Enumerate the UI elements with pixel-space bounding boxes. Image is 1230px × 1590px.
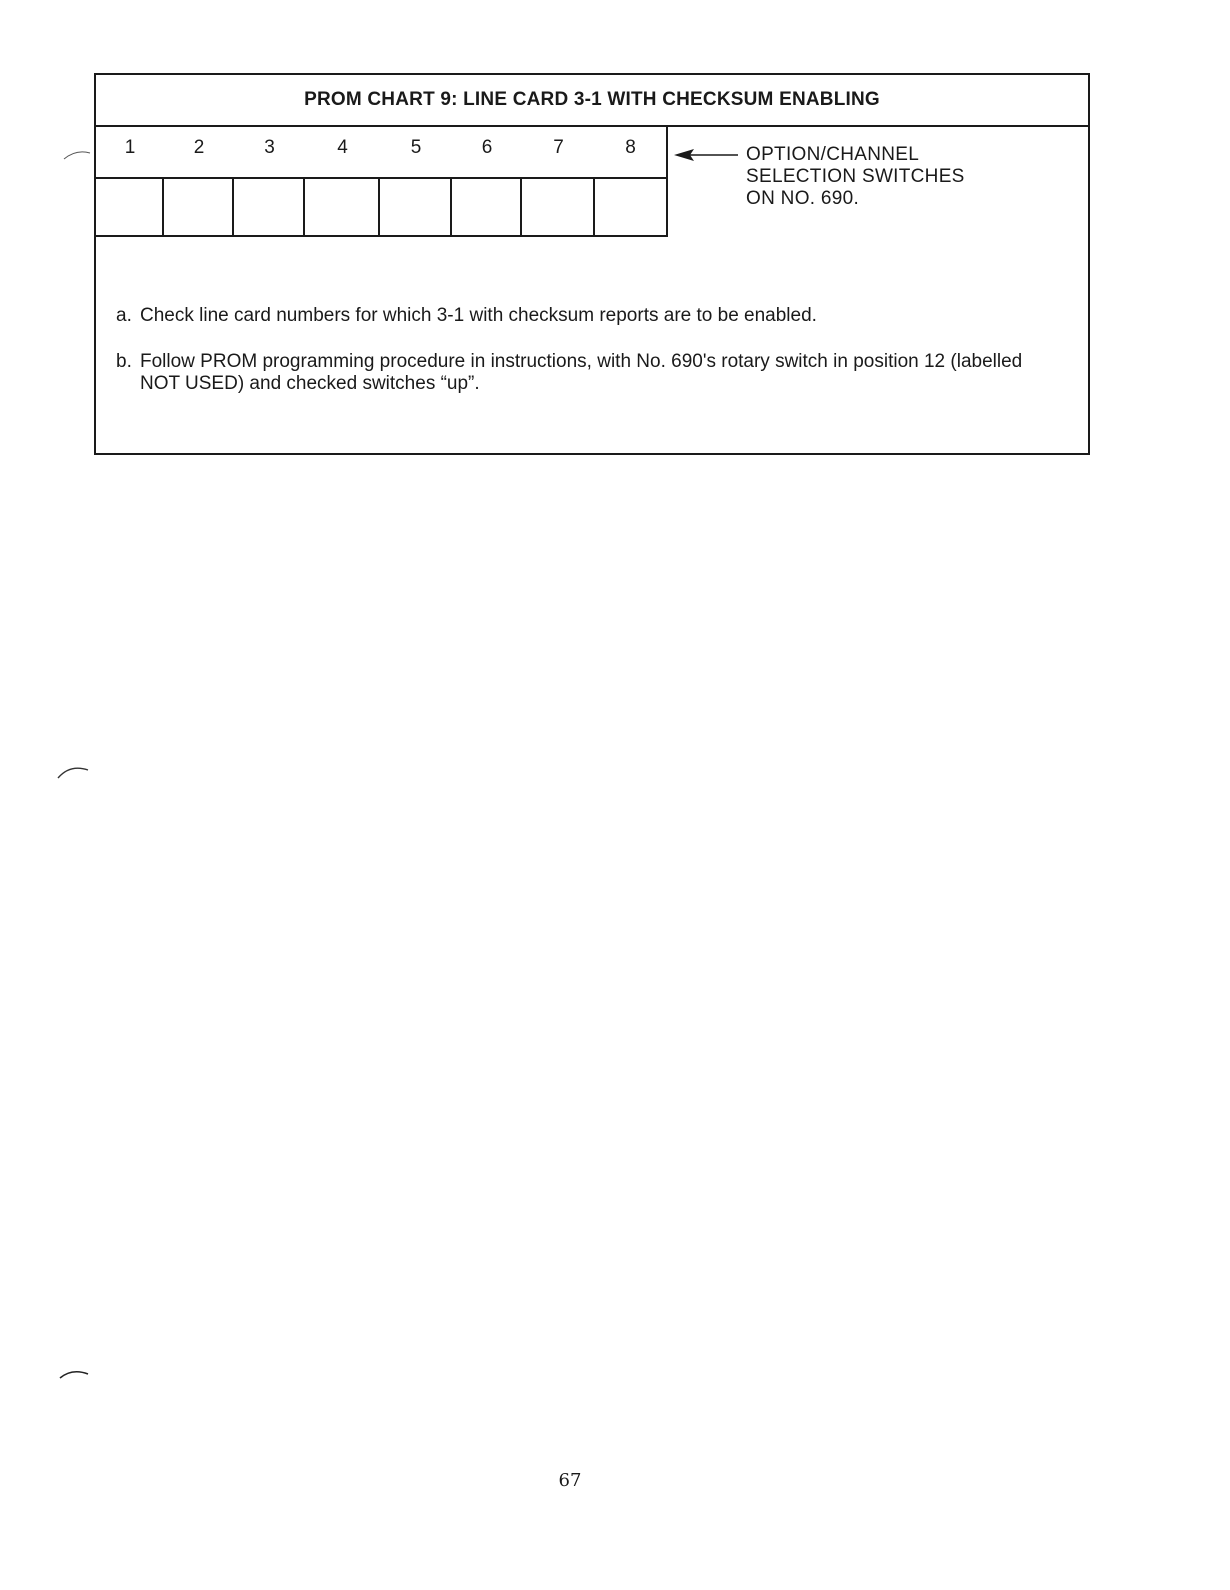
switch-number-1: 1 xyxy=(124,137,136,158)
switch-number-6: 6 xyxy=(481,137,493,158)
switch-number-4: 4 xyxy=(337,137,348,158)
instruction-a xyxy=(116,305,1056,327)
switch-number-2: 2 xyxy=(193,137,205,158)
switch-checkbox-row xyxy=(96,179,666,235)
switch-checkbox-2[interactable] xyxy=(164,179,234,235)
instruction-b xyxy=(116,351,1056,395)
scan-artifact-mark xyxy=(62,145,92,165)
instruction-text: Follow PROM programming procedure in instructions, with No. 690's rotary switch in position 12 (labelled NOT USED) and checked switches “up”. xyxy=(140,351,1023,394)
switch-checkbox-1[interactable] xyxy=(96,179,164,235)
page-number: 67 xyxy=(558,1470,582,1491)
switch-label-line-1: OPTION/CHANNEL xyxy=(746,144,920,165)
switch-grid xyxy=(96,125,668,237)
switch-checkbox-6[interactable] xyxy=(452,179,522,235)
switch-checkbox-4[interactable] xyxy=(305,179,380,235)
switch-number-row xyxy=(96,125,666,179)
instruction-text: Check line card numbers for which 3-1 with checksum reports are to be enabled. xyxy=(140,305,817,326)
switch-label xyxy=(746,144,965,210)
switch-number-7: 7 xyxy=(553,137,564,158)
left-arrow-icon xyxy=(674,147,740,163)
switch-label-line-3: ON NO. 690. xyxy=(746,188,860,209)
switch-checkbox-5[interactable] xyxy=(380,179,452,235)
switch-checkbox-8[interactable] xyxy=(595,179,666,235)
instruction-marker: b. xyxy=(116,351,132,372)
switch-checkbox-7[interactable] xyxy=(522,179,595,235)
switch-checkbox-3[interactable] xyxy=(234,179,305,235)
prom-chart-9 xyxy=(94,73,1090,455)
switch-label-line-2: SELECTION SWITCHES xyxy=(746,166,965,187)
switch-number-8: 8 xyxy=(625,137,636,158)
chart-title: PROM CHART 9: LINE CARD 3-1 WITH CHECKSUM ENABLING xyxy=(96,75,1088,127)
instruction-marker: a. xyxy=(116,305,132,326)
switch-number-5: 5 xyxy=(410,137,422,158)
scan-artifact-mark xyxy=(56,762,92,782)
scan-artifact-mark xyxy=(58,1366,92,1382)
switch-number-3: 3 xyxy=(264,137,275,158)
